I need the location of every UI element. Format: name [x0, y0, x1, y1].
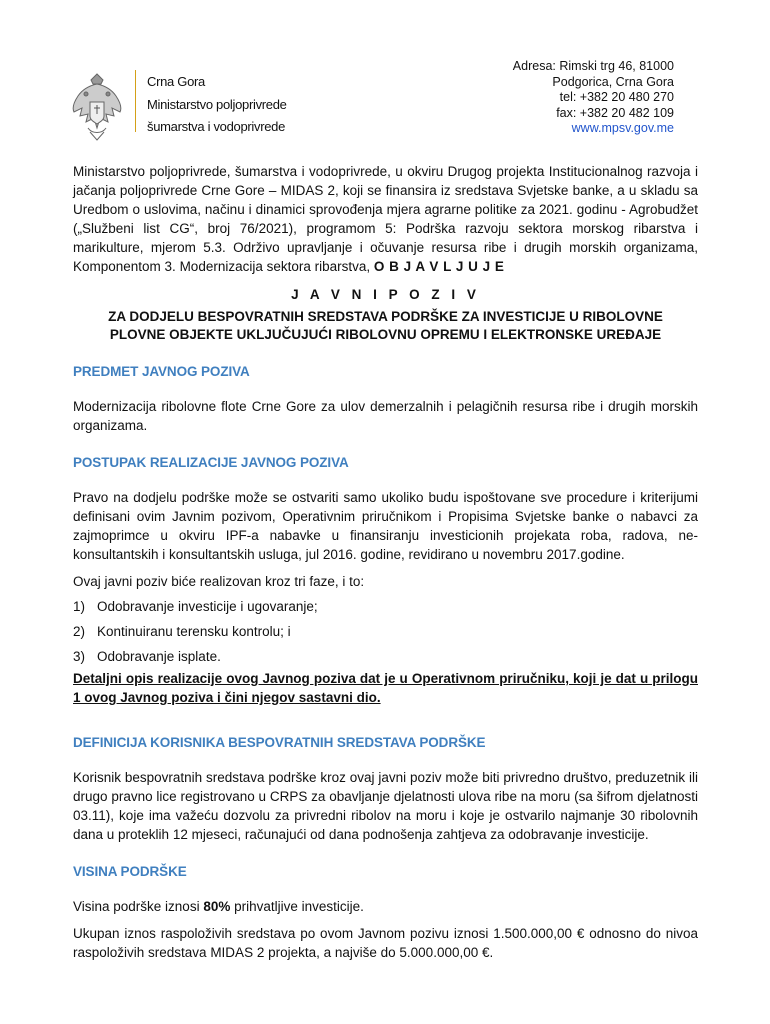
postupak-paragraph: Pravo na dodjelu podrške može se ostvariti samo ukoliko budu ispoštovane sve procedure i kriterijumi definisani ovim Javnim pozivom, Operativnim priručnikom i Propisima Svjetske banke o nabavci za zajmoprimce u okviru IPF-a nabavke u finansiranju investicionih projekata roba, radova, ne-konsultantskih i konsultantskih usluga, jul 2016. godine, revidirano u novembru 2017.godine. [73, 490, 698, 562]
call-title-line: ZA DODJELU BESPOVRATNIH SREDSTAVA PODRŠKE ZA INVESTICIJE U RIBOLOVNE [108, 309, 663, 324]
total-amount-paragraph: Ukupan iznos raspoloživih sredstava po ovom Javnom pozivu iznosi 1.500.000,00 € odnosno do nivoa raspoloživih sredstava MIDAS 2 projekta, a najviše do 5.000.000,00 €. [73, 926, 698, 960]
list-number: 3) [73, 649, 86, 664]
coat-of-arms-logo [68, 72, 126, 144]
support-percent: 80% [203, 899, 231, 914]
phases-intro: Ovaj javni poziv biće realizovan kroz tri faze, i to: [73, 574, 365, 589]
ministry-line: Crna Gora [147, 74, 205, 89]
ministry-name [147, 71, 287, 139]
phases-list [73, 597, 698, 666]
list-item [73, 647, 698, 666]
list-item [73, 597, 698, 616]
list-text: Kontinuiranu terensku kontrolu; i [97, 624, 291, 639]
visina-paragraph [73, 897, 698, 916]
phone-line: tel: +382 20 480 270 [559, 90, 674, 104]
address-block [513, 59, 674, 137]
address-line: Podgorica, Crna Gora [552, 74, 674, 89]
intro-paragraph [73, 162, 698, 276]
list-item [73, 622, 698, 641]
visina-text-before: Visina podrške iznosi [73, 899, 204, 914]
website-link[interactable]: www.mpsv.gov.me [571, 121, 674, 135]
section-heading-postupak: POSTUPAK REALIZACIJE JAVNOG POZIVA [73, 455, 349, 470]
list-text: Odobravanje isplate. [97, 649, 221, 664]
list-number: 1) [73, 599, 86, 614]
ministry-line: šumarstva i vodoprivrede [147, 119, 286, 134]
visina-text-after: prihvatljive investicije. [230, 899, 364, 914]
definicija-paragraph: Korisnik bespovratnih sredstava podrške kroz ovaj javni poziv može biti privredno društvo, preduzetnik ili drugo pravno lice registrovano u CRPS za obavljanje djelatnosti ulova ribe na moru (sa šifrom djelatnosti 03.11), koje ima važeću dozvolu za privredni ribolov na moru i koje je ostvarilo najmanje 30 ribolovnih dana u proteklih 12 mjeseci, računajući od dana podnošenja zahtjeva za odobravanje investicije. [73, 770, 698, 842]
call-title-line: PLOVNE OBJEKTE UKLJUČUJUĆI RIBOLOVNU OPREMU I ELEKTRONSKE UREĐAJE [109, 327, 662, 342]
section-heading-definicija: DEFINICIJA KORISNIKA BESPOVRATNIH SREDSTAVA PODRŠKE [73, 735, 486, 750]
fax-line: fax: +382 20 482 109 [556, 105, 674, 120]
operational-manual-note: Detaljni opis realizacije ovog Javnog poziva dat je u Operativnom priručniku, koji je dat u prilogu 1 ovog Javnog poziva i čini njegov sastavni dio. [73, 671, 698, 705]
address-line: Adresa: Rimski trg 46, 81000 [512, 59, 674, 73]
list-number: 2) [73, 624, 86, 639]
call-title [73, 286, 698, 344]
call-title-main: J A V N I P O Z I V [291, 287, 480, 302]
list-text: Odobravanje investicije i ugovaranje; [97, 599, 318, 614]
document-body [73, 162, 698, 962]
ministry-line: Ministarstvo poljoprivrede [147, 96, 287, 112]
header-accent-line [135, 70, 136, 132]
section-heading-predmet: PREDMET JAVNOG POZIVA [73, 364, 250, 379]
announce-word: O B J A V L J U J E [373, 259, 505, 274]
section-heading-visina: VISINA PODRŠKE [73, 864, 187, 879]
predmet-paragraph: Modernizacija ribolovne flote Crne Gore za ulov demerzalnih i pelagičnih resursa ribe i drugih morskih organizama. [73, 399, 698, 433]
intro-text: Ministarstvo poljoprivrede, šumarstva i vodoprivrede, u okviru Drugog projekta Institucionalnog razvoja i jačanja poljoprivrede Crne Gore – MIDAS 2, koji se finansira iz sredstava Svjetske banke, a u skladu sa Uredbom o uslovima, načinu i dinamici sprovođenja mjera agrarne politike za 2021. godinu - Agrobudžet („Službeni list CG“, broj 76/2021), programom 5: Podrška razvoju sektora morskog ribarstva i marikulture, mjerom 5.3. Održivo upravljanje i očuvanje resursa ribe i drugih morskih organizama, Komponentom 3. Modernizacija sektora ribarstva, [73, 164, 698, 274]
